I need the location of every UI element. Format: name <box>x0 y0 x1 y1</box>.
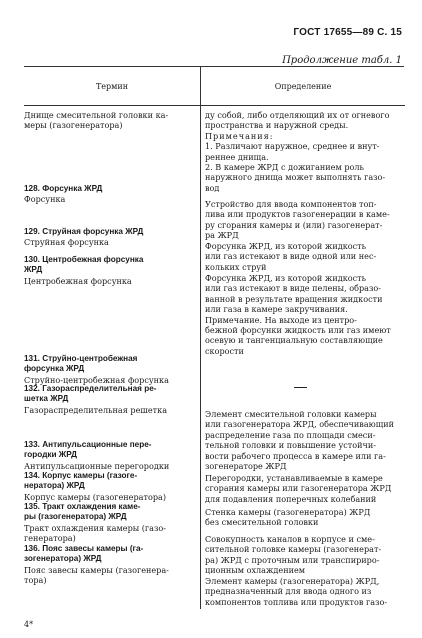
definition-entry: Совокупность каналов в корпусе и сме- сительной головке камеры (газогенерат- ра) ЖРД с проточным или транспириро- ционным охлаждением <box>205 534 382 576</box>
definition-entry: Элемент смесительной головки камеры или газогенератора ЖРД, обеспечивающий распределение газа по площади смеси- тельной головки и повышение устойчи- вости рабочего процесса в камере или га- зогенераторе ЖРД <box>205 409 395 472</box>
term-entry: 130. Центробежная форсунка ЖРД Центробежная форсунка <box>24 255 144 286</box>
no-definition-dash <box>294 387 307 388</box>
page-mark: 4* <box>24 620 34 629</box>
term-entry: 129. Струйная форсунка ЖРД Струйная форсунка <box>24 227 144 248</box>
definition-entry: Форсунка ЖРД, из которой жидкость или газ истекают в виде пелены, образо- ванной в результате вращения жидкости или газа в камере закручивания. Примечание. На выходе из центро- бежной форсунки жидкость или газ имеют осевую и тангенциальную составляющие скорости <box>205 273 391 356</box>
column-header-definition: Определение <box>200 67 405 106</box>
definition-entry: Форсунка ЖРД, из которой жидкость или газ истекают в виде одной или нес- кольких струй <box>205 241 377 272</box>
term-entry: 128. Форсунка ЖРД Форсунка <box>24 184 103 205</box>
column-divider <box>200 105 201 609</box>
column-header-term: Термин <box>24 67 200 106</box>
table-continuation: Продолжение табл. 1 <box>282 55 402 66</box>
term-entry: 134. Корпус камеры (газоге- нератора) ЖРД Корпус камеры (газогенератора) <box>24 471 166 502</box>
term-entry: 136. Пояс завесы камеры (га- зогенератора) ЖРД Пояс завесы камеры (газогенера- тора) <box>24 544 169 586</box>
definition-entry: Элемент камеры (газогенератора) ЖРД, предназначенный для ввода одного из компонентов топлива или продуктов газо- <box>205 576 388 607</box>
definition-entry: Перегородки, устанавливаемые в камере сгорания камеры или газогенератора ЖРД для подавления поперечных колебаний <box>205 473 392 504</box>
standard-number: ГОСТ 17655—89 С. 15 <box>293 27 402 38</box>
term-entry: 133. Антипульсационные пере- городки ЖРД Антипульсационные перегородки <box>24 440 170 471</box>
definition-entry: Устройство для ввода компонентов топ- лива или продуктов газогенерации в каме- ру сгорания камеры и (или) газогенерат- ра ЖРД <box>205 199 390 241</box>
term-entry: 135. Тракт охлаждения каме- ры (газогенератора) ЖРД Тракт охлаждения камеры (газо- генератора) <box>24 502 167 544</box>
term-entry: Днище смесительной головки ка- меры (газогенератора) <box>24 110 169 131</box>
term-entry: 132. Газораспределительная ре- шетка ЖРД Газораспределительная решетка <box>24 384 168 415</box>
definition-entry: Стенка камеры (газогенератора) ЖРД без смесительной головки <box>205 507 371 528</box>
definition-entry: ду собой, либо отделяющий их от огневого пространства и наружной среды. Примечания: 1. Различают наружное, среднее и внут- реннее днища. 2. В камере ЖРД с дожиганием роль наружного днища может выполнять газо- вод <box>205 110 390 193</box>
terms-table <box>24 66 404 609</box>
term-entry: 131. Струйно-центробежная форсунка ЖРД Струйно-центробежная форсунка <box>24 354 169 385</box>
